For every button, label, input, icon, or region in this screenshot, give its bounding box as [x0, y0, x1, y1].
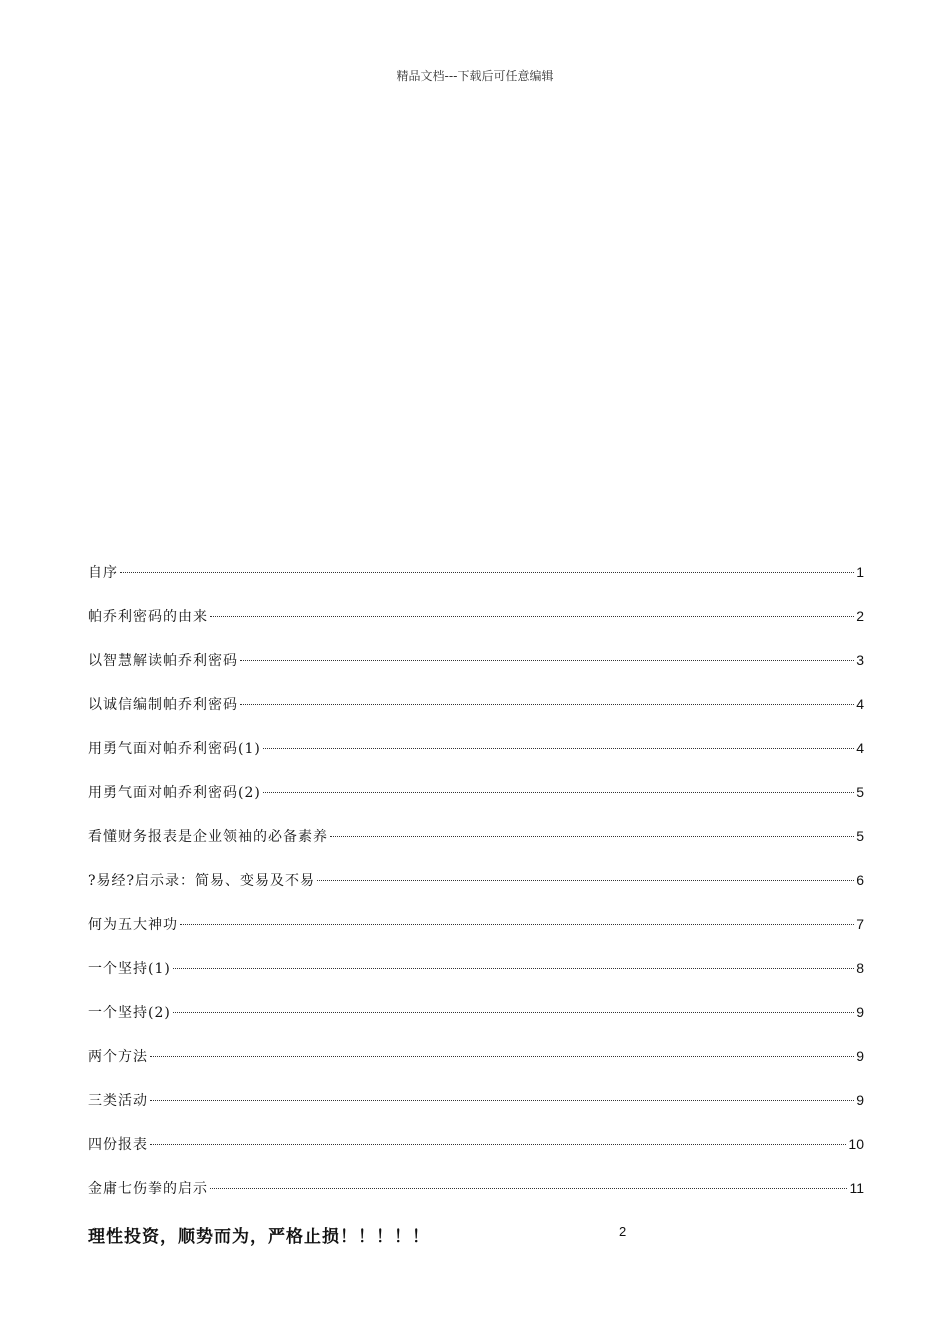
toc-dot-leader	[180, 923, 854, 925]
toc-entry-page: 7	[856, 916, 864, 932]
toc-entry-page: 8	[856, 960, 864, 976]
toc-entry-title: 自序	[88, 565, 118, 581]
toc-entry-title: 以诚信编制帕乔利密码	[88, 697, 238, 713]
toc-entry-title: 一个坚持(2)	[88, 1005, 171, 1021]
toc-entry-page: 5	[856, 784, 864, 800]
toc-dot-leader	[173, 967, 854, 969]
toc-entry[interactable]	[88, 736, 864, 760]
toc-dot-leader	[150, 1099, 854, 1101]
toc-entry[interactable]	[88, 912, 864, 936]
toc-entry-title: 三类活动	[88, 1093, 148, 1109]
toc-entry-page: 4	[856, 696, 864, 712]
toc-dot-leader	[210, 1187, 847, 1189]
toc-dot-leader	[120, 571, 854, 573]
toc-entry[interactable]	[88, 956, 864, 980]
toc-dot-leader	[150, 1143, 846, 1145]
toc-entry-title: 四份报表	[88, 1137, 148, 1153]
toc-entry[interactable]	[88, 1176, 864, 1200]
toc-entry-title: 用勇气面对帕乔利密码(2)	[88, 785, 261, 801]
toc-entry-page: 2	[856, 608, 864, 624]
toc-dot-leader	[317, 879, 854, 881]
toc-entry[interactable]	[88, 1044, 864, 1068]
toc-dot-leader	[240, 703, 854, 705]
toc-entry-page: 1	[856, 564, 864, 580]
toc-entry-title: 何为五大神功	[88, 917, 178, 933]
toc-entry-title: 两个方法	[88, 1049, 148, 1065]
toc-entry-page: 5	[856, 828, 864, 844]
page-header: 精品文档---下载后可任意编辑	[396, 69, 554, 83]
toc-entry-title: 金庸七伤拳的启示	[88, 1181, 208, 1197]
toc-entry[interactable]	[88, 604, 864, 628]
toc-entry[interactable]	[88, 692, 864, 716]
toc-entry-page: 9	[856, 1048, 864, 1064]
page-number: 2	[619, 1224, 627, 1239]
toc-entry-title: ?易经?启示录：简易、变易及不易	[88, 873, 316, 889]
toc-entry[interactable]	[88, 1000, 864, 1024]
toc-entry-page: 6	[856, 872, 864, 888]
toc-entry-title: 以智慧解读帕乔利密码	[88, 653, 238, 669]
toc-dot-leader	[263, 791, 854, 793]
toc-entry[interactable]	[88, 1132, 864, 1156]
toc-dot-leader	[173, 1011, 854, 1013]
toc-entry[interactable]	[88, 824, 864, 848]
toc-entry[interactable]	[88, 1088, 864, 1112]
toc-entry-page: 4	[856, 740, 864, 756]
toc-entry-page: 3	[856, 652, 864, 668]
footer-slogan: 理性投资，顺势而为，严格止损！！！！！	[88, 1227, 430, 1247]
toc-entry[interactable]	[88, 648, 864, 672]
toc-entry[interactable]	[88, 868, 864, 892]
toc-entry-title: 一个坚持(1)	[88, 961, 171, 977]
toc-entry[interactable]	[88, 560, 864, 584]
toc-dot-leader	[210, 615, 854, 617]
toc-entry[interactable]	[88, 780, 864, 804]
toc-entry-page: 9	[856, 1004, 864, 1020]
toc-entry-title: 看懂财务报表是企业领袖的必备素养	[88, 829, 328, 845]
toc-entry-page: 10	[848, 1136, 864, 1152]
toc-entry-page: 11	[849, 1180, 864, 1196]
toc-entry-title: 帕乔利密码的由来	[88, 609, 208, 625]
toc-entry-title: 用勇气面对帕乔利密码(1)	[88, 741, 261, 757]
toc-dot-leader	[150, 1055, 854, 1057]
toc-dot-leader	[330, 835, 854, 837]
toc-dot-leader	[240, 659, 854, 661]
toc-entry-page: 9	[856, 1092, 864, 1108]
toc-dot-leader	[263, 747, 854, 749]
